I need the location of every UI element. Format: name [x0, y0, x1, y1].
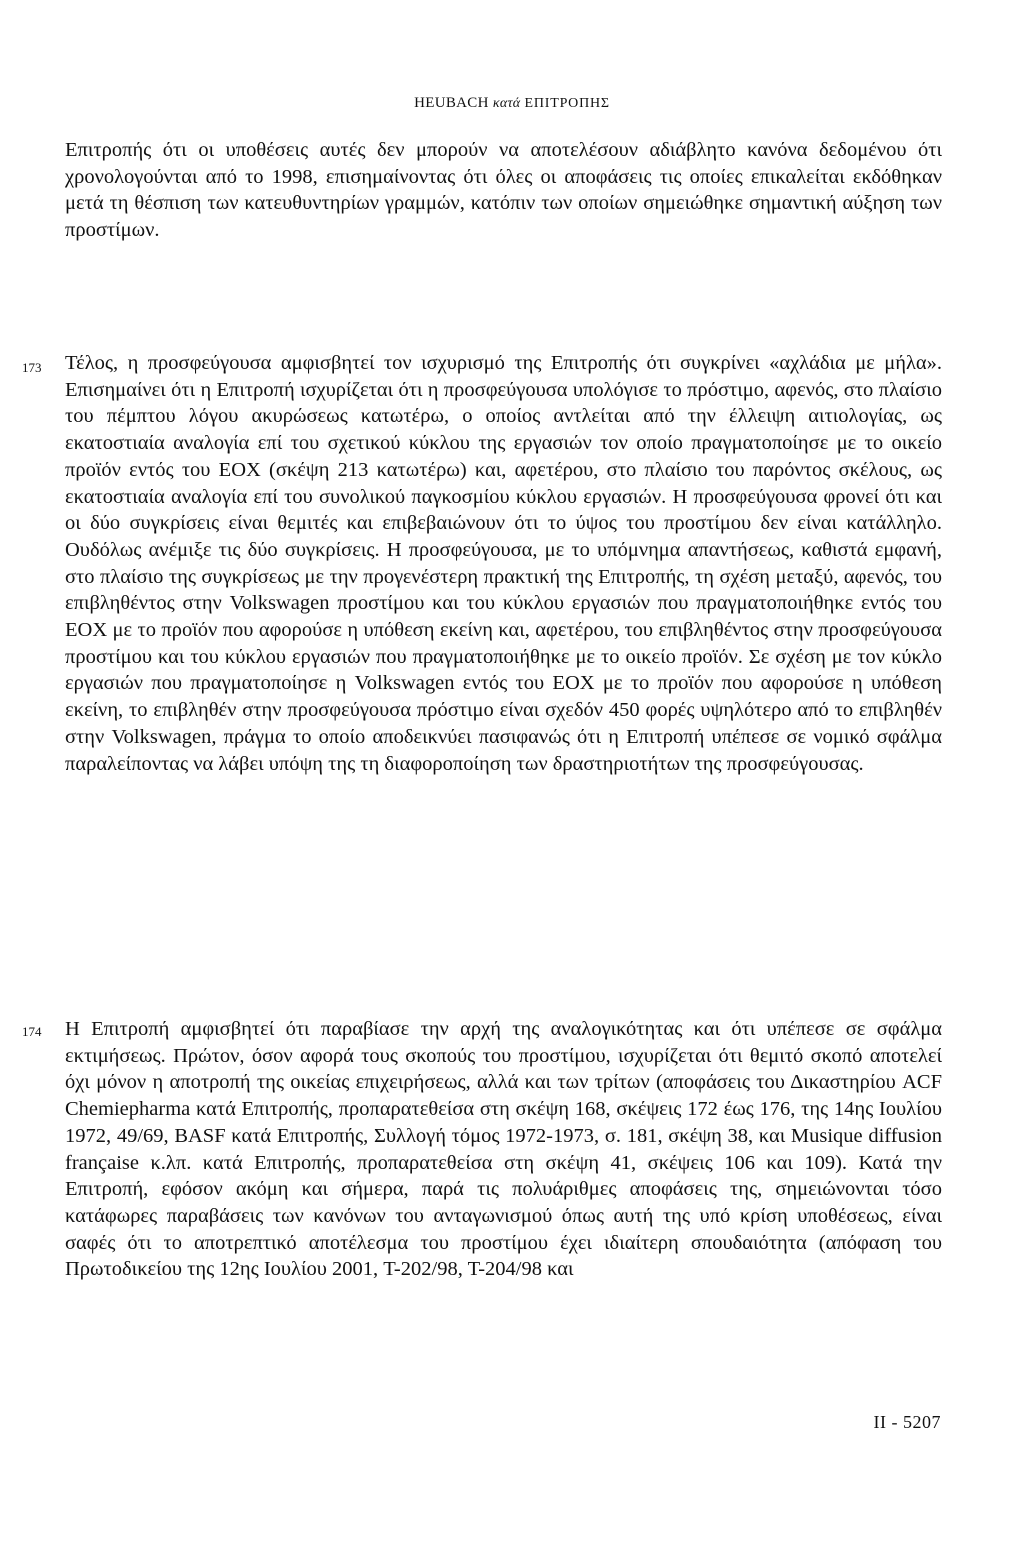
paragraph-number-173: 173: [22, 360, 42, 375]
header-versus: κατά: [492, 96, 521, 111]
header-institution: ΕΠΙΤΡΟΠΗΣ: [524, 96, 610, 111]
paragraph-174: Η Επιτροπή αμφισβητεί ότι παραβίασε την αρχή της αναλογικότητας και ότι υπέπεσε σε σφάλμα εκτιμήσεως. Πρώτον, όσον αφορά τους σκοπούς του προστίμου, ισχυρίζεται ότι θεμιτό σκοπό αποτελεί όχι μόνον η αποτροπή της οικείας επιχειρήσεως, αλλά και των τρίτων (αποφάσεις του Δικαστηρίου ACF Chemiepharma κατά Επιτροπής, προπαρατεθείσα στη σκέψη 168, σκέψεις 172 έως 176, της 14ης Ιουλίου 1972, 49/69, BASF κατά Επιτροπής, Συλλογή τόμος 1972-1973, σ. 181, σκέψη 38, και Musique diffusion française κ.λπ. κατά Επιτροπής, προπαρατεθείσα στη σκέψη 41, σκέψεις 106 και 109). Κατά την Επιτροπή, εφόσον ακόμη και σήμερα, παρά τις πολυάριθμες αποφάσεις της, σημειώνονται τόσο κατάφωρες παραβάσεις των κανόνων του ανταγωνισμού όπως αυτή της υπό κρίση υποθέσεως, είναι σαφές ότι το αποτρεπτικό αποτέλεσμα του προστίμου έχει ιδιαίτερη σπουδαιότητα (απόφαση του Πρωτοδικείου της 12ης Ιουλίου 2001, T-202/98, T-204/98 και: [65, 1018, 942, 1281]
header-party: HEUBACH: [414, 95, 489, 111]
running-header: [0, 95, 1024, 112]
page-number: II - 5207: [873, 1412, 941, 1432]
paragraph-173: Τέλος, η προσφεύγουσα αμφισβητεί τον ισχυρισμό της Επιτροπής ότι συγκρίνει «αχλάδια με μήλα». Επισημαίνει ότι η Επιτροπή ισχυρίζεται ότι η προσφεύγουσα υπολόγισε το πρόστιμο, αφενός, στο πλαίσιο του πέμπτου λόγου ακυρώσεως κατωτέρω, ο οποίος αντλείται από την έλλειψη αιτιολογίας, ως εκατοστιαία αναλογία επί του σχετικού κύκλου της εργασιών τον οποίο πραγματοποίησε με το οικείο προϊόν εντός του ΕΟΧ (σκέψη 213 κατωτέρω) και, αφετέρου, στο πλαίσιο του παρόντος σκέλους, ως εκατοστιαία αναλογία επί του συνολικού παγκοσμίου κύκλου εργασιών. Η προσφεύγουσα φρονεί ότι και οι δύο συγκρίσεις είναι θεμιτές και επιβεβαιώνουν ότι το ύψος του προστίμου δεν είναι κατάλληλο. Ουδόλως ανέμιξε τις δύο συγκρίσεις. Η προσφεύγουσα, με το υπόμνημα απαντήσεως, καθιστά εμφανή, στο πλαίσιο της συγκρίσεως με την προγενέστερη πρακτική της Επιτροπής, τη σχέση μεταξύ, αφενός, του επιβληθέντος στην Volkswagen προστίμου και του κύκλου εργασιών που πραγματοποιήθηκε εντός του ΕΟΧ με το προϊόν που αφορούσε η υπόθεση εκείνη και, αφετέρου, του επιβληθέντος στην προσφεύγουσα προστίμου και του κύκλου εργασιών που πραγματοποιήθηκε με το οικείο προϊόν. Σε σχέση με τον κύκλο εργασιών που πραγματοποίησε η Volkswagen εντός του ΕΟΧ με το προϊόν που αφορούσε η υπόθεση εκείνη, το επιβληθέν στην προσφεύγουσα πρόστιμο είναι σχεδόν 450 φορές υψηλότερο από το επιβληθέν στην Volkswagen, πράγμα το οποίο αποδεικνύει πασιφανώς ότι η Επιτροπή υπέπεσε σε νομικό σφάλμα παραλείποντας να λάβει υπόψη της τη διαφοροποίηση των δραστηριοτήτων της προσφεύγουσας.: [65, 352, 942, 775]
paragraph-continued: Επιτροπής ότι οι υποθέσεις αυτές δεν μπορούν να αποτελέσουν αδιάβλητο κανόνα δεδομένου ότι χρονολογούνται από το 1998, επισημαίνοντας ότι όλες οι αποφάσεις τις οποίες επικαλείται εκδόθηκαν μετά τη θέσπιση των κατευθυντηρίων γραμμών, κατόπιν των οποίων σημειώθηκε σημαντική αύξηση των προστίμων.: [65, 139, 942, 242]
paragraph-number-174: 174: [22, 1024, 42, 1039]
